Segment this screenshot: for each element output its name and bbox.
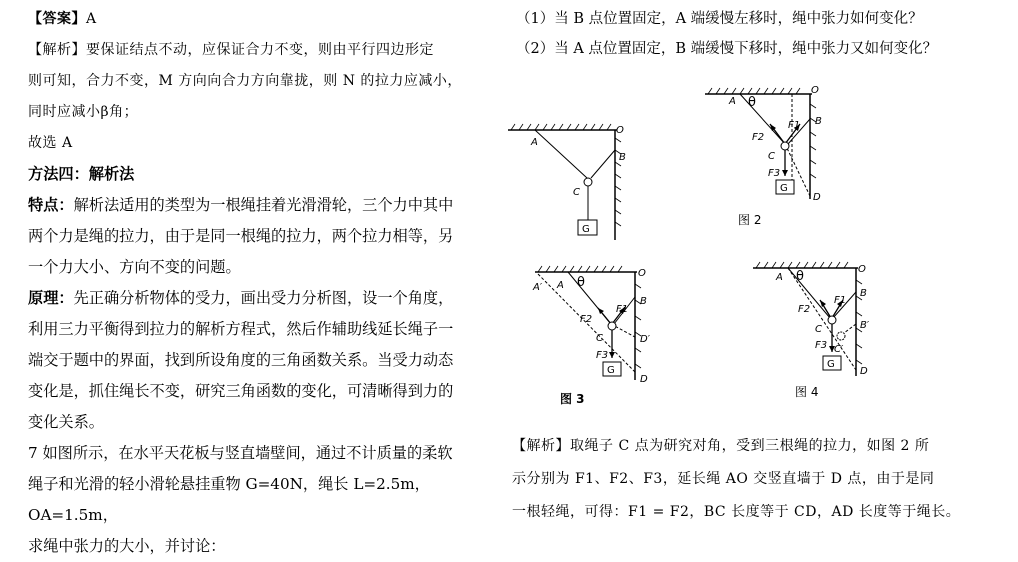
label-c: C bbox=[573, 187, 580, 198]
label-a: A bbox=[531, 137, 538, 148]
analysis-line-2: 则可知，合力不变，M 方向向合力方向靠拢，则 N 的拉力应减小， bbox=[28, 73, 462, 89]
solution-text: 取绳子 C 点为研究对角，受到三根绳的拉力，如图 2 所 bbox=[570, 438, 930, 454]
label-b-prime: B′ bbox=[860, 320, 870, 331]
method-heading: 方法四：解析法 bbox=[28, 165, 135, 183]
feature-line-1 bbox=[28, 190, 490, 221]
figure-4 bbox=[748, 258, 888, 383]
right-column bbox=[516, 4, 996, 64]
label-b: B bbox=[640, 296, 647, 307]
analysis-line-1 bbox=[28, 35, 490, 66]
problem-line-2: 绳子和光滑的轻小滑轮悬挂重物 G=40N，绳长 L=2.5m，OA=1.5m， bbox=[28, 475, 430, 524]
theta-label: θ bbox=[796, 269, 804, 284]
solution-line-3: 一根轻绳，可得：F1 = F2，BC 长度等于 CD，AD 长度等于绳长。 bbox=[512, 504, 961, 520]
answer-value: A bbox=[86, 11, 97, 27]
question-2: （2）当 A 点位置固定，B 端缓慢下移时，绳中张力又如何变化？ bbox=[516, 41, 938, 57]
solution-line-1 bbox=[512, 430, 1002, 463]
arrow-f3 bbox=[609, 352, 615, 358]
label-d-prime: D′ bbox=[640, 334, 650, 345]
weight-label: G bbox=[582, 224, 590, 235]
feature-line-3: 一个力大小、方向不变的问题。 bbox=[28, 258, 241, 276]
label-d: D bbox=[640, 374, 648, 385]
theta-label: θ bbox=[577, 275, 585, 290]
solution-prefix: 【解析】 bbox=[512, 438, 570, 454]
label-f2: F2 bbox=[752, 132, 765, 143]
label-c: C bbox=[768, 151, 775, 162]
conclusion-line: 故选 A bbox=[28, 135, 73, 151]
principle-line-4: 变化是，抓住绳长不变，研究三角函数的变化，可清晰得到力的 bbox=[28, 382, 454, 400]
pulley bbox=[828, 316, 836, 324]
arrow-f2 bbox=[598, 308, 604, 314]
left-column bbox=[28, 4, 490, 562]
solution-block bbox=[512, 430, 1002, 529]
feature-line-2: 两个力是绳的拉力，由于是同一根绳的拉力，两个拉力相等，另 bbox=[28, 227, 454, 245]
label-o: O bbox=[811, 85, 819, 96]
weight-label: G bbox=[827, 359, 835, 370]
label-a: A bbox=[729, 96, 736, 107]
label-f3: F3 bbox=[596, 350, 609, 361]
label-c: C bbox=[815, 324, 822, 335]
label-b: B bbox=[815, 116, 822, 127]
principle-text: 先正确分析物体的受力，画出受力分析图，设一个角度， bbox=[73, 289, 454, 307]
label-f2: F2 bbox=[580, 314, 593, 325]
label-d: D bbox=[860, 366, 868, 377]
ceiling-hatch bbox=[708, 88, 800, 94]
principle-line-1 bbox=[28, 283, 490, 314]
label-f3: F3 bbox=[768, 168, 781, 179]
label-a: A bbox=[557, 280, 564, 291]
label-o: O bbox=[858, 264, 866, 275]
label-b: B bbox=[619, 152, 626, 163]
theta-label: θ bbox=[748, 95, 756, 110]
label-b: B bbox=[860, 288, 867, 299]
label-f1: F1 bbox=[834, 295, 847, 306]
feature-label: 特点： bbox=[28, 196, 74, 214]
analysis-prefix: 【解析】 bbox=[28, 42, 86, 58]
label-a-prime: A′ bbox=[533, 282, 543, 293]
pulley bbox=[781, 142, 789, 150]
principle-line-5: 变化关系。 bbox=[28, 413, 104, 431]
pulley bbox=[584, 178, 592, 186]
answer-prefix: 【答案】 bbox=[28, 11, 86, 27]
weight-label: G bbox=[780, 183, 788, 194]
analysis-line-3: 同时应减小β角； bbox=[28, 104, 139, 120]
principle-line-3: 端交于题中的界面，找到所设角度的三角函数关系。当受力动态 bbox=[28, 351, 454, 369]
arrow-f2 bbox=[820, 300, 826, 307]
rope-ac bbox=[535, 130, 587, 178]
label-f1: F1 bbox=[616, 304, 629, 315]
label-f1: F1 bbox=[788, 120, 801, 131]
analysis-text: 要保证结点不动，应保证合力不变，则由平行四边形定 bbox=[86, 42, 434, 58]
arrow-f3 bbox=[782, 170, 788, 176]
question-1: （1）当 B 点位置固定，A 端缓慢左移时，绳中张力如何变化？ bbox=[516, 11, 923, 27]
principle-line-2: 利用三力平衡得到拉力的解析方程式，然后作辅助线延长绳子一 bbox=[28, 320, 454, 338]
answer-line bbox=[28, 4, 490, 35]
solution-line-2: 示分别为 F1、F2、F3，延长绳 AO 交竖直墙于 D 点，由于是同 bbox=[512, 471, 935, 487]
figure-3 bbox=[530, 262, 670, 387]
label-a: A bbox=[776, 272, 783, 283]
ceiling-hatch bbox=[756, 262, 848, 268]
label-o: O bbox=[616, 125, 624, 136]
problem-line-3: 求绳中张力的大小，并讨论： bbox=[28, 537, 226, 555]
weight-label: G bbox=[607, 365, 615, 376]
figure-1 bbox=[505, 120, 635, 245]
feature-text: 解析法适用的类型为一根绳挂着光滑滑轮，三个力中其中 bbox=[73, 196, 454, 214]
problem-line-1: 7 如图所示，在水平天花板与竖直墙壁间，通过不计质量的柔软 bbox=[28, 444, 453, 462]
fig3-caption: 图 3 bbox=[560, 392, 585, 406]
ceiling-hatch bbox=[538, 266, 622, 272]
label-f2: F2 bbox=[798, 304, 811, 315]
rope-bc bbox=[591, 150, 615, 178]
pulley-prime bbox=[837, 332, 845, 340]
label-c: C bbox=[596, 333, 603, 344]
label-o: O bbox=[638, 268, 646, 279]
figure-2 bbox=[700, 84, 840, 234]
label-c-prime: C′ bbox=[834, 344, 844, 355]
label-f3: F3 bbox=[815, 340, 828, 351]
pulley bbox=[608, 322, 616, 330]
label-d: D bbox=[813, 192, 821, 203]
fig4-caption: 图 4 bbox=[795, 385, 819, 399]
ceiling-hatch bbox=[511, 124, 611, 130]
principle-label: 原理： bbox=[28, 289, 74, 307]
fig2-caption: 图 2 bbox=[738, 213, 762, 227]
